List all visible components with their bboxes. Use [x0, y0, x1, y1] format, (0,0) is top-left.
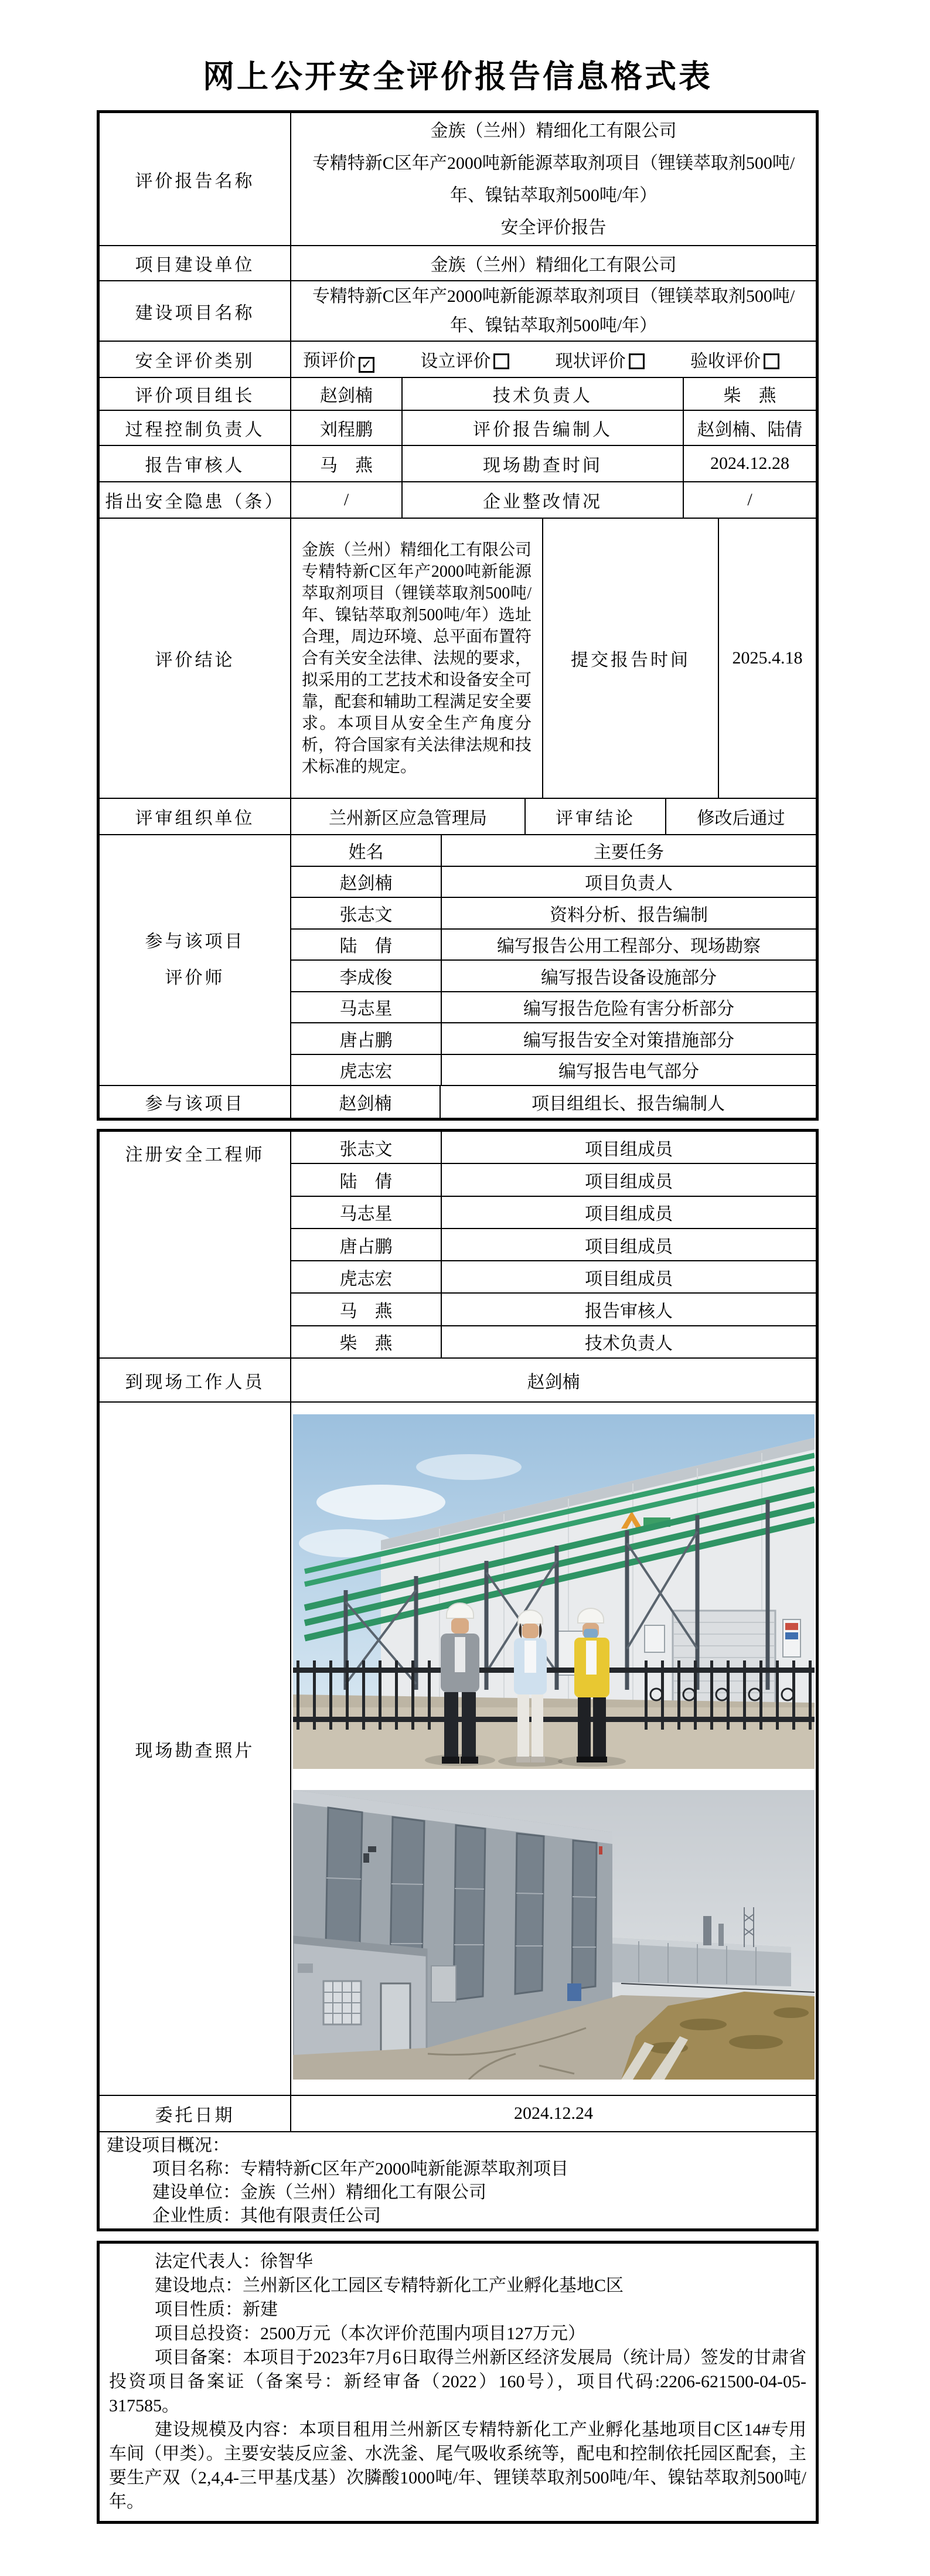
site-photo-building — [293, 1790, 815, 2080]
engineer-row — [291, 1228, 816, 1260]
construction-unit-value: 金族（兰州）精细化工有限公司 — [290, 246, 816, 280]
engineer-task: 技术负责人 — [441, 1326, 816, 1357]
report-compilers-value: 赵剑楠、陆倩 — [683, 411, 816, 445]
engineer-row — [291, 1292, 816, 1325]
rectification-value: / — [683, 482, 816, 518]
engineer-row — [291, 1132, 816, 1163]
rectification-label: 企业整改情况 — [401, 482, 683, 518]
report-reviewer-label: 报告审核人 — [145, 456, 245, 475]
submit-date-label: 提交报告时间 — [542, 519, 718, 798]
engineer-name: 张志文 — [339, 1139, 393, 1159]
hazards-pointed-value: / — [290, 482, 401, 518]
appraiser-task: 项目负责人 — [441, 867, 816, 897]
report-name-line-company: 金族（兰州）精细化工有限公司 — [430, 121, 677, 141]
review-org-value: 兰州新区应急管理局 — [290, 799, 524, 834]
survey-photos-label: 现场勘查照片 — [135, 1741, 255, 1761]
tech-director-value: 柴 燕 — [683, 378, 816, 410]
row-team-leader — [100, 377, 816, 410]
site-staff-value: 赵剑楠 — [290, 1359, 816, 1401]
appraiser-name: 虎志宏 — [339, 1062, 393, 1082]
entrust-date-value: 2024.12.24 — [290, 2096, 816, 2131]
survey-photos-cell — [290, 1403, 816, 2095]
photo1-surveyor-group — [425, 1603, 626, 1767]
row-survey-photos — [100, 1401, 816, 2095]
engineer-task: 项目组成员 — [441, 1132, 816, 1163]
row-appraisers-group — [100, 834, 816, 1085]
appraiser-name: 陆 倩 — [339, 937, 393, 957]
construction-unit-label: 项目建设单位 — [135, 256, 255, 275]
row-report-reviewer — [100, 445, 816, 481]
page-title: 网上公开安全评价报告信息格式表 — [203, 59, 713, 94]
appraiser-name: 唐占鹏 — [339, 1030, 393, 1050]
row-project-participant — [100, 1085, 816, 1118]
construction-site: 建设地点：兰州新区化工园区专精特新化工产业孵化基地C区 — [155, 2276, 624, 2295]
engineer-name: 唐占鹏 — [339, 1237, 393, 1257]
site-staff-label: 到现场工作人员 — [125, 1372, 265, 1392]
appraiser-task: 资料分析、报告编制 — [441, 898, 816, 928]
row-report-name — [100, 113, 816, 245]
row-hazards-pointed — [100, 481, 816, 518]
appraiser-task: 编写报告危险有害分析部分 — [441, 992, 816, 1023]
submit-date-value: 2025.4.18 — [718, 519, 816, 798]
site-photo-surveyors — [293, 1414, 815, 1769]
engineer-row — [291, 1196, 816, 1228]
form-sheet-2 — [97, 1129, 819, 2231]
engineer-task: 项目组成员 — [441, 1229, 816, 1260]
review-result-value: 修改后通过 — [665, 799, 816, 834]
conclusion-text: 金族（兰州）精细化工有限公司专精特新C区年产2000吨新能源萃取剂项目（锂镁萃取剂500吨/年、镍钴萃取剂500吨/年）选址合理，周边环境、总平面布置符合有关安全法律、法规的要求，拟采用的工艺技术和设备安全可靠，配套和辅助工程满足安全要求。本项目从安全生产角度分析，符合国家有关法律法规和技术标准的规定。 — [302, 540, 532, 776]
appraiser-row — [291, 897, 816, 928]
appraiser-name-header: 姓名 — [348, 842, 384, 862]
appraiser-row — [291, 991, 816, 1023]
overview-enterprise-type: 企业性质：其他有限责任公司 — [152, 2206, 381, 2225]
project-nature: 项目性质：新建 — [155, 2300, 278, 2319]
site-survey-date-value: 2024.12.28 — [683, 446, 816, 481]
engineer-row — [291, 1325, 816, 1357]
appraiser-row — [291, 959, 816, 991]
report-name-line-project: 专精特新C区年产2000吨新能源萃取剂项目（锂镁萃取剂500吨/年、镍钴萃取剂500吨/年） — [312, 153, 795, 205]
option-establish-evaluation: 设立评价 — [420, 346, 509, 372]
engineer-name: 虎志宏 — [339, 1269, 393, 1289]
engineer-name: 马 燕 — [339, 1302, 393, 1322]
project-overview-block — [100, 2132, 816, 2228]
site-survey-date-label: 现场勘查时间 — [401, 446, 683, 481]
overview-project-name: 项目名称：专精特新C区年产2000吨新能源萃取剂项目 — [152, 2159, 569, 2179]
row-conclusion — [100, 518, 816, 798]
tech-director-label: 技术负责人 — [401, 378, 683, 410]
appraiser-task: 编写报告设备设施部分 — [441, 961, 816, 991]
engineer-task: 项目组成员 — [441, 1261, 816, 1292]
option-status-evaluation: 现状评价 — [556, 346, 645, 372]
form-sheet-1 — [97, 110, 819, 1121]
review-result-label: 评审结论 — [524, 799, 665, 834]
engineer-row — [291, 1260, 816, 1292]
appraiser-row — [291, 928, 816, 960]
report-name-label: 评价报告名称 — [135, 171, 255, 191]
row-entrust-date — [100, 2095, 816, 2131]
appraisers-subtable — [290, 835, 816, 1085]
entrust-date-label: 委托日期 — [155, 2106, 235, 2125]
project-participant-label: 参与该项目 — [145, 1094, 245, 1114]
report-name-line-suffix: 安全评价报告 — [500, 217, 607, 237]
row-review-org — [100, 798, 816, 834]
appraiser-row — [291, 1054, 816, 1085]
process-control-label: 过程控制负责人 — [125, 420, 265, 440]
engineer-row — [291, 1163, 816, 1195]
appraiser-name: 马志星 — [339, 999, 393, 1019]
appraiser-task: 编写报告公用工程部分、现场勘察 — [441, 930, 816, 960]
engineer-task: 项目组成员 — [441, 1197, 816, 1228]
appraiser-row — [291, 1022, 816, 1054]
row-evaluation-category — [100, 341, 816, 377]
team-leader-label: 评价项目组长 — [135, 386, 255, 406]
evaluation-category-options — [290, 342, 816, 377]
option-pre-evaluation: 预评价 ✓ — [303, 346, 374, 373]
overview-heading: 建设项目概况： — [107, 2136, 230, 2155]
team-leader-value: 赵剑楠 — [290, 378, 401, 410]
project-filing: 项目备案：本项目于2023年7月6日取得兰州新区经济发展局（统计局）签发的甘肃省投资项目备案证（备案号：新经审备（2022）160号），项目代码:2206-621500-04-05-317585。 — [109, 2348, 806, 2415]
appraiser-name: 李成俊 — [339, 968, 393, 988]
appraiser-task: 编写报告安全对策措施部分 — [441, 1023, 816, 1054]
appraiser-task: 编写报告电气部分 — [441, 1055, 816, 1085]
option-acceptance-evaluation: 验收评价 — [690, 346, 779, 372]
appraiser-task-header: 主要任务 — [441, 835, 816, 866]
checkbox-acceptance-evaluation — [764, 353, 779, 369]
checkbox-establish-evaluation — [493, 353, 509, 369]
checkbox-status-evaluation — [629, 353, 645, 369]
engineer-name: 马志星 — [339, 1204, 393, 1224]
total-investment: 项目总投资：2500万元（本次评价范围内项目127万元） — [155, 2324, 585, 2343]
hazards-pointed-label: 指出安全隐患（条） — [105, 492, 285, 512]
project-participant-task: 项目组组长、报告编制人 — [440, 1086, 816, 1118]
engineer-name: 陆 倩 — [339, 1172, 393, 1192]
row-process-control — [100, 410, 816, 445]
legal-representative: 法定代表人：徐智华 — [155, 2252, 313, 2271]
engineer-task: 项目组成员 — [441, 1164, 816, 1195]
evaluation-category-label: 安全评价类别 — [135, 352, 255, 371]
appraiser-row — [291, 866, 816, 897]
project-name-value: 专精特新C区年产2000吨新能源萃取剂项目（锂镁萃取剂500吨/年、镍钴萃取剂500吨/年） — [290, 281, 816, 341]
project-name-label: 建设项目名称 — [135, 303, 255, 323]
row-site-staff — [100, 1357, 816, 1401]
row-engineers-group — [100, 1132, 816, 1357]
row-project-overview — [100, 2131, 816, 2228]
engineers-group-label: 注册安全工程师 — [125, 1145, 265, 1165]
appraiser-header-row — [291, 835, 816, 866]
construction-scale: 建设规模及内容：本项目租用兰州新区专精特新化工产业孵化基地项目C区14#专用车间（甲类）。主要安装反应釜、水洗釜、尾气吸收系统等，配电和控制依托园区配套，主要生产双（2,4,4-三甲基戊基）次膦酸1000吨/年、锂镁萃取剂500吨/年、镍钴萃取剂500吨/年。 — [109, 2420, 806, 2512]
report-reviewer-value: 马 燕 — [290, 446, 401, 481]
appraiser-name: 张志文 — [339, 905, 393, 925]
row-project-name — [100, 280, 816, 341]
engineer-name: 柴 燕 — [339, 1334, 393, 1354]
report-compilers-label: 评价报告编制人 — [401, 411, 683, 445]
report-name-value — [290, 113, 816, 245]
engineer-task: 报告审核人 — [441, 1294, 816, 1325]
conclusion-label: 评价结论 — [155, 651, 235, 670]
checkbox-pre-evaluation-checked: ✓ — [359, 357, 374, 373]
appraisers-group-label: 参与该项目 评价师 — [145, 932, 245, 988]
photo2-blue-bin — [567, 1983, 581, 2001]
review-org-label: 评审组织单位 — [135, 809, 255, 828]
appraiser-name: 赵剑楠 — [339, 874, 393, 894]
engineers-subtable — [290, 1132, 816, 1357]
process-control-value: 刘程鹏 — [290, 411, 401, 445]
project-participant-name: 赵剑楠 — [290, 1086, 440, 1118]
row-construction-unit — [100, 245, 816, 280]
overview-builder: 建设单位：金族（兰州）精细化工有限公司 — [152, 2183, 486, 2202]
form-sheet-3 — [97, 2241, 819, 2524]
